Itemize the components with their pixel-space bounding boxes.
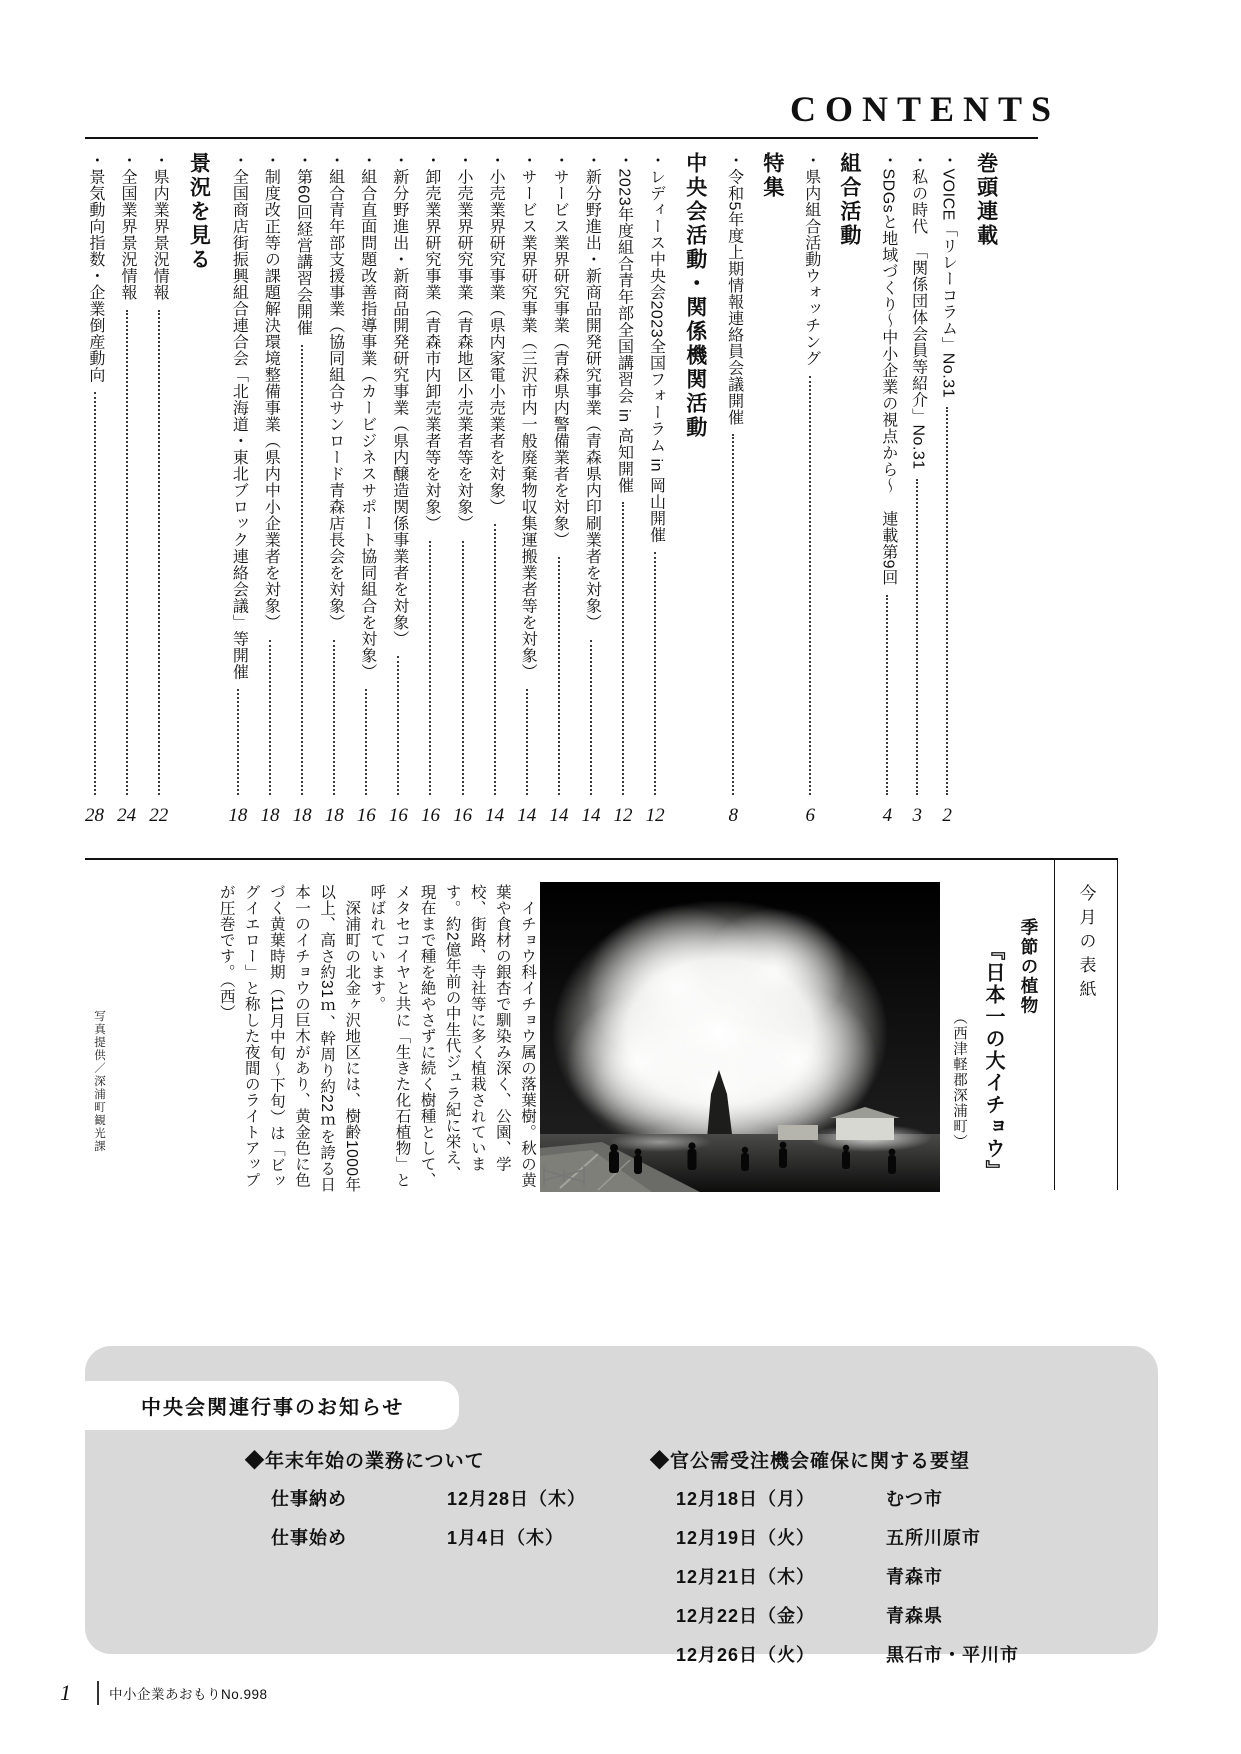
row-value: 1月4日（木） bbox=[447, 1528, 565, 1548]
toc-item bbox=[802, 152, 819, 835]
toc-label: ・小売業界研究事業（県内家電小売業者を対象） bbox=[487, 152, 505, 515]
dotted-leader bbox=[809, 376, 811, 796]
cover-section bbox=[85, 858, 1118, 1194]
procurement-request-row bbox=[676, 1602, 1019, 1628]
toc-page-number: 16 bbox=[388, 805, 408, 826]
toc-label: ・令和5年度上期情報連絡員会議開催 bbox=[725, 152, 743, 426]
notice-right-column bbox=[650, 1446, 1019, 1680]
dotted-leader bbox=[946, 407, 948, 795]
toc-item bbox=[939, 152, 956, 835]
toc-page-number: 16 bbox=[420, 805, 440, 826]
row-value: むつ市 bbox=[886, 1489, 943, 1509]
cover-title: 『日本一の大イチョウ』 bbox=[982, 940, 1004, 1182]
toc-item bbox=[357, 152, 376, 835]
dotted-leader bbox=[732, 434, 734, 795]
toc-section-heading bbox=[181, 152, 215, 835]
cover-category: 季節の植物 bbox=[1019, 918, 1039, 1016]
toc-label: ・組合青年部支援事業（協同組合サンロード青森店長会を対象） bbox=[326, 152, 344, 631]
toc-label: ・サービス業界研究事業（三沢市内一般廃棄物収集運搬業者等を対象） bbox=[519, 152, 537, 680]
dotted-leader bbox=[462, 541, 464, 796]
row-value: 黒石市・平川市 bbox=[886, 1645, 1019, 1665]
dotted-leader bbox=[301, 345, 303, 795]
toc-item bbox=[485, 152, 504, 835]
notice-box bbox=[85, 1346, 1158, 1665]
notice-columns bbox=[85, 1446, 1158, 1680]
toc-page-number: 2 bbox=[942, 805, 952, 826]
toc-label: ・景気動向指数・企業倒産動向 bbox=[86, 152, 104, 383]
toc-section-heading bbox=[678, 152, 712, 835]
toc-page-number: 14 bbox=[485, 805, 505, 826]
toc-label: 巻頭連載 bbox=[974, 152, 998, 248]
toc-label: ・第60回経営講習会開催 bbox=[294, 152, 312, 336]
toc-item bbox=[421, 152, 440, 835]
footer-divider bbox=[97, 1681, 99, 1705]
toc-item bbox=[453, 152, 472, 835]
dotted-leader bbox=[158, 310, 160, 796]
toc-label: ・全国商店街振興組合連合会「北海道・東北ブロック連絡会議」等開催 bbox=[230, 152, 248, 680]
dotted-leader bbox=[916, 479, 918, 795]
notice-right-heading: ◆官公需受注機会確保に関する要望 bbox=[650, 1451, 971, 1472]
toc-item bbox=[149, 152, 168, 835]
dotted-leader bbox=[654, 552, 656, 795]
notice-right-rows bbox=[650, 1485, 1019, 1667]
toc-page-number: 18 bbox=[292, 805, 312, 826]
cover-location: （西津軽郡深浦町） bbox=[951, 1010, 967, 1150]
procurement-request-row bbox=[676, 1641, 1019, 1667]
notice-box-title: 中央会関連行事のお知らせ bbox=[85, 1381, 459, 1430]
dotted-leader bbox=[590, 640, 592, 796]
toc-item bbox=[389, 152, 408, 835]
toc-label: ・私の時代 「関係団体会員等紹介」No.31 bbox=[909, 152, 927, 470]
toc-item bbox=[517, 152, 536, 835]
header-rule bbox=[85, 137, 1038, 139]
cover-section-label: 今月の表紙 bbox=[1076, 884, 1096, 1004]
dotted-leader bbox=[333, 640, 335, 796]
cover-photo-ginkgo-night bbox=[540, 882, 940, 1192]
page-footer bbox=[60, 1680, 268, 1706]
procurement-request-row bbox=[676, 1563, 1019, 1589]
toc-item bbox=[228, 152, 247, 835]
toc-label: 特集 bbox=[760, 152, 784, 200]
toc-item bbox=[646, 152, 665, 835]
toc-page-number: 16 bbox=[356, 805, 376, 826]
dotted-leader bbox=[237, 689, 239, 795]
toc-page-number: 14 bbox=[517, 805, 537, 826]
row-label: 12月22日（金） bbox=[676, 1606, 816, 1626]
year-end-schedule-row bbox=[271, 1524, 597, 1550]
dotted-leader bbox=[429, 541, 431, 796]
magazine-title: 中小企業あおもりNo.998 bbox=[109, 1687, 268, 1702]
notice-left-rows bbox=[245, 1485, 597, 1550]
year-end-schedule-row bbox=[271, 1485, 597, 1511]
toc-section-heading bbox=[832, 152, 866, 835]
dotted-leader bbox=[269, 640, 271, 796]
toc-label: ・SDGsと地域づくり～中小企業の視点から～ 連載第9回 bbox=[879, 152, 897, 586]
toc-item bbox=[581, 152, 600, 835]
row-label: 12月26日（火） bbox=[676, 1645, 816, 1665]
toc-section-heading bbox=[969, 152, 1003, 835]
row-label: 12月19日（火） bbox=[676, 1528, 816, 1548]
toc-item bbox=[725, 152, 742, 835]
dotted-leader bbox=[365, 689, 367, 795]
toc-page-number: 22 bbox=[149, 805, 169, 826]
toc-page-number: 28 bbox=[85, 805, 104, 826]
toc-item bbox=[614, 152, 633, 835]
contents-title: CONTENTS bbox=[790, 89, 1061, 129]
cover-paragraph-1: イチョウ科イチョウ属の落葉樹。秋の黄葉や食材の銀杏で馴染み深く、公園、学校、街路、寺社等に多く植栽されています。約2億年前の中生代ジュラ紀に栄え、現在まで種を絶やさずに続く樹種として、メタセコイヤと共に「生きた化石植物」と呼ばれています。 bbox=[368, 884, 536, 1188]
dotted-leader bbox=[126, 310, 128, 796]
toc-label: ・レディース中央会2023全国フォーラム in 岡山開催 bbox=[647, 152, 665, 543]
toc-page-number: 18 bbox=[324, 805, 344, 826]
toc-label: ・サービス業界研究事業（青森県内警備業者を対象） bbox=[551, 152, 569, 548]
dotted-leader bbox=[558, 557, 560, 795]
toc-page-number: 24 bbox=[117, 805, 137, 826]
toc-page-number: 12 bbox=[613, 805, 633, 826]
dotted-leader bbox=[494, 524, 496, 795]
dotted-leader bbox=[94, 392, 96, 795]
notice-left-heading: ◆年末年始の業務について bbox=[245, 1451, 485, 1472]
photo-credit: 写真提供／深浦町観光課 bbox=[93, 1010, 105, 1153]
toc-page-number: 12 bbox=[645, 805, 665, 826]
page-number: 1 bbox=[60, 1680, 71, 1705]
row-value: 青森市 bbox=[886, 1567, 943, 1587]
toc-page-number: 18 bbox=[260, 805, 280, 826]
toc-item bbox=[293, 152, 312, 835]
toc-label: ・卸売業界研究事業（青森市内卸売業者等を対象） bbox=[422, 152, 440, 532]
toc-label: ・新分野進出・新商品開発研究事業（青森県内印刷業者を対象） bbox=[583, 152, 601, 631]
dotted-leader bbox=[886, 595, 888, 795]
toc-item bbox=[117, 152, 136, 835]
toc-item bbox=[879, 152, 896, 835]
toc-page-number: 8 bbox=[728, 805, 739, 826]
toc-page-number: 14 bbox=[549, 805, 569, 826]
dotted-leader bbox=[397, 656, 399, 795]
toc-item bbox=[549, 152, 568, 835]
toc-page-number: 3 bbox=[912, 805, 922, 826]
row-label: 仕事始め bbox=[271, 1528, 347, 1548]
procurement-request-row bbox=[676, 1485, 1019, 1511]
toc-label: ・VOICE「リレーコラム」No.31 bbox=[939, 152, 957, 398]
row-value: 青森県 bbox=[886, 1606, 943, 1626]
toc-label: ・新分野進出・新商品開発研究事業（県内醸造関係事業者を対象） bbox=[390, 152, 408, 647]
cover-paragraph-2: 深浦町の北金ヶ沢地区には、樹齢1000年以上、高さ約31ｍ、幹周り約22ｍを誇る日本一のイチョウの巨木があり、黄金色に色づく黄葉時期（11月中旬～下旬）は「ビッグイエロー」と称した夜間のライトアップが圧巻です。（西） bbox=[217, 884, 361, 1193]
row-value: 12月28日（木） bbox=[447, 1489, 587, 1509]
toc-label: 組合活動 bbox=[837, 152, 861, 248]
toc-label: ・全国業界景況情報 bbox=[118, 152, 136, 301]
row-label: 12月18日（月） bbox=[676, 1489, 816, 1509]
toc-item bbox=[325, 152, 344, 835]
toc-label: ・県内組合活動ウォッチング bbox=[802, 152, 820, 367]
toc-label: ・県内業界景況情報 bbox=[151, 152, 169, 301]
table-of-contents bbox=[85, 152, 1003, 835]
procurement-request-row bbox=[676, 1524, 1019, 1550]
dotted-leader bbox=[622, 502, 624, 795]
toc-label: ・制度改正等の課題解決環境整備事業（県内中小企業者を対象） bbox=[262, 152, 280, 631]
toc-page-number: 6 bbox=[805, 805, 816, 826]
toc-page-number: 16 bbox=[453, 805, 473, 826]
cover-label-column bbox=[1054, 860, 1118, 1190]
toc-item bbox=[261, 152, 280, 835]
toc-page-number: 18 bbox=[228, 805, 248, 826]
toc-label: 景況を見る bbox=[187, 152, 211, 272]
toc-label: ・2023年度組合青年部全国講習会 in 高知開催 bbox=[615, 152, 633, 494]
toc-page-number: 14 bbox=[581, 805, 601, 826]
toc-item bbox=[909, 152, 926, 835]
row-label: 12月21日（木） bbox=[676, 1567, 816, 1587]
dotted-leader bbox=[526, 689, 528, 795]
row-label: 仕事納め bbox=[271, 1489, 347, 1509]
toc-label: ・組合直面問題改善指導事業（カービジネスサポート協同組合を対象） bbox=[358, 152, 376, 680]
row-value: 五所川原市 bbox=[886, 1528, 981, 1548]
toc-item bbox=[85, 152, 104, 835]
ginkgo-tree-illustration bbox=[540, 882, 940, 1192]
toc-section-heading bbox=[755, 152, 789, 835]
toc-label: ・小売業界研究事業（青森地区小売業者等を対象） bbox=[454, 152, 472, 532]
toc-page-number: 4 bbox=[882, 805, 893, 826]
cover-heading bbox=[949, 860, 1042, 1180]
cover-description bbox=[115, 884, 540, 1194]
notice-left-column bbox=[245, 1446, 597, 1680]
toc-label: 中央会活動・関係機関活動 bbox=[683, 152, 707, 440]
